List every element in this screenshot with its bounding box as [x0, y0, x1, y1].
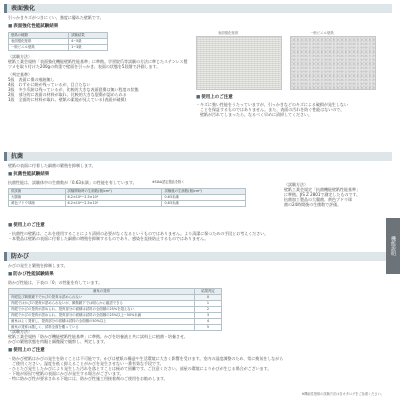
surface-intro: 引っかきキズがつきにくい、強度に優れた壁紙です。	[8, 15, 104, 20]
antibac-caution	[8, 231, 268, 241]
antibac-test-notes	[284, 182, 360, 207]
surface-caution	[196, 102, 348, 117]
table-cell: 5	[195, 325, 222, 331]
antibac-test-table	[8, 188, 246, 207]
table-header: 供試菌	[9, 189, 66, 195]
caution-line: ・下地が原因で壁紙の表面にかびが発生する場合がございます。	[8, 371, 124, 376]
footnote: ※機能性壁紙の試験方法は各カタログをご参照ください。	[301, 392, 384, 396]
antimold-caution	[8, 356, 283, 381]
table-cell: 肉眼及び顕微鏡下でかびの発育は認められない	[9, 295, 195, 301]
table-cell: 表面強化壁紙	[9, 39, 69, 45]
swatch-caption-surface: 表面強化壁紙	[218, 31, 239, 35]
note-line: 4級 わずかに跡が残っているが、目立たない	[8, 82, 91, 87]
note-line: 菌の24時間後の生菌数で評価。	[284, 202, 342, 207]
table-cell: 4	[195, 319, 222, 325]
section-title-antibac: 抗菌	[4, 152, 392, 161]
note-line: 壁紙工業会規定「抗菌機能壁紙性能基準」	[284, 187, 360, 192]
table-cell: 菌糸の発育は激しく、試料全面を覆っている	[9, 325, 195, 331]
note-line: 壁紙工業会規格「防かび機能壁紙性能基準」に準拠。かびを培養液と共に試料上に植菌・培養させ、	[8, 334, 188, 339]
antibac-caution-heading: ■ 使用上のご注意	[8, 223, 45, 229]
caution-line: ・抗菌性の壁紙は、これを使用することにより清掃の必要がなくなるというものではありません。より清潔に保つための手段とお考えください。	[8, 231, 269, 236]
surface-caution-heading: ■ 使用上のご注意	[196, 95, 233, 101]
antimold-intro: かびの発生と繁殖を抑制します。	[8, 263, 68, 268]
caution-line: ご使用ください。湿度を低く抑えることがかびを発生させない一番有効な手段です。	[8, 361, 164, 366]
note-line: 1級 全面的に材料が取れ、壁紙の素地が見えている(表面が破損)	[8, 97, 126, 102]
surface-test-heading: ■ 表面強化性能試験結果	[8, 24, 58, 30]
table-cell: 3	[195, 313, 222, 319]
antibac-intro: 壁紙の表面に付着した細菌の繁殖を抑制します。	[8, 163, 96, 168]
table-cell: 4~5級	[69, 39, 108, 45]
table-cell: 肉眼でかびの発育が認められ、発育部分の面積は試料の全面積の25%以上~50%未満	[9, 313, 195, 319]
caution-line: ・キズに強い性能をうたっていますが、引っかきなどのキズによる破損が発生しない	[196, 102, 348, 107]
table-cell: 大腸菌	[9, 195, 66, 201]
table-cell: 黄色ブドウ球菌	[9, 201, 66, 207]
surface-wallpaper-swatch	[196, 36, 282, 90]
antimold-test-heading: ■ 防かび性能試験結果	[8, 272, 54, 278]
note-line: ツメを取り付けた200gの荷重で壁面を引っかき、表面の状態を5段階で評価します。	[8, 64, 161, 69]
surface-test-table	[8, 32, 108, 51]
table-row	[9, 201, 246, 207]
antibac-test-heading: ■ 抗菌性能試験結果	[8, 172, 49, 178]
antibac-test-intro: 抗菌性能は、試験体中の生菌数が「0.63未満」の性能を有しています。	[8, 180, 137, 185]
table-cell: 1~3級	[69, 45, 108, 51]
swatch-caption-vinyl: 一般ビニル壁紙	[310, 31, 334, 35]
table-cell: 菌糸はよく発育し、発育部分の面積は試料の全面積の50%以上	[9, 319, 195, 325]
note-line: 壁紙工業会規格「表面強化機能壁紙性能基準」に準拠。学習院爪等試験の方法に準じたステンレス製	[8, 59, 188, 64]
note-line: 〈判定基準〉	[8, 72, 32, 77]
caution-line: ことを保証するものではありません。また、表面の汚れを防ぐ性能はないので、	[196, 107, 345, 112]
section-title-surface: 表面強化	[4, 4, 392, 13]
table-row	[9, 45, 108, 51]
table-cell: 0.63未満	[162, 195, 246, 201]
vinyl-wallpaper-swatch	[290, 36, 376, 90]
note-line: 抗菌加工製品の大腸菌、黄色ブドウ球	[284, 197, 352, 202]
surface-test-notes	[8, 54, 188, 102]
note-line: かびの繁殖状態を肉眼と顕微鏡で観察し、判定します。	[8, 339, 108, 344]
table-header: 試験結果	[69, 33, 108, 39]
note-line: 〈試験方法〉	[8, 329, 32, 334]
table-cell: 0	[195, 295, 222, 301]
note-line: 2級 部分的に表面の材料が取れ、比較的大きな裂傷が認められる	[8, 92, 127, 97]
table-header: 試験後の生菌数(個/cm²)	[162, 189, 246, 195]
caution-line: ・防かび壁紙はかびの発生を防ぐことは不可能です。かびは壁紙の構造や生活環境に大きく影響を受けます。室内の湿度調整のため、常に換気をしながら	[8, 356, 284, 361]
table-cell: 6.2×10⁴~2.5×10⁵	[65, 201, 162, 207]
table-cell: 肉眼でかびの発育が認められ、発育部分の面積は試料の全面積の25%を超えない	[9, 307, 195, 313]
antimold-caution-heading: ■ 使用上のご注意	[8, 348, 45, 354]
antimold-test-notes	[8, 329, 188, 344]
table-cell: 0.63未満	[162, 201, 246, 207]
table-cell: 2	[195, 307, 222, 313]
antimold-test-table	[8, 288, 222, 331]
table-header: 壁紙の種類	[9, 33, 69, 39]
table-header: 試験開始時の生菌数(個/cm²)	[65, 189, 162, 195]
note-line: 〈試験方法〉	[284, 182, 308, 187]
table-cell: 1	[195, 301, 222, 307]
table-cell: 一般ビニル壁紙	[9, 45, 69, 51]
side-tab-function-guide[interactable]: 機能説明	[386, 218, 400, 274]
table-header: 菌糸の発育	[9, 289, 195, 295]
caution-line: ・本製品は壁紙の表面に付着した細菌の増殖を抑制するものであり、感染を直接防止するものではありません。	[8, 236, 209, 241]
caution-line: ・ひとたび発生したかびにより発生した汚れを落とすことは極めて困難です。ご注意ください。部屋の環境によりかびが生じる場合がございます。	[8, 366, 272, 371]
caution-line: 壁紙が汚れてしまったら、なるべく早めに清掃してください。	[196, 112, 312, 117]
note-line: 3級 多少爪跡は残っているが、比較的大きな表面裂傷は無い程度の状態	[8, 87, 139, 92]
table-header: 結果判定	[195, 289, 222, 295]
antimold-test-intro: 防かび性能は、下表の「0」の性能を有しています。	[8, 280, 103, 285]
note-line: 〈試験方法〉	[8, 54, 32, 59]
antibac-test-intro-note: ※SIAA認定製品を除く	[152, 180, 185, 184]
note-line: 5級 表面に傷の痕跡無し	[8, 77, 55, 82]
section-title-antimold: 防かび	[4, 252, 392, 261]
caution-line: ・特に防かび性が要求される下地には、防かび性施工用接着剤のご使用をお勧めします。	[8, 376, 168, 381]
table-cell: 6.2×10⁴~2.5×10⁵	[65, 195, 162, 201]
table-cell: 肉眼ではかびの発育が認められないが、顕微鏡下では明らかに確認できる	[9, 301, 195, 307]
note-line: に準拠。JIS Z 2801で測定したものです。	[284, 192, 361, 197]
